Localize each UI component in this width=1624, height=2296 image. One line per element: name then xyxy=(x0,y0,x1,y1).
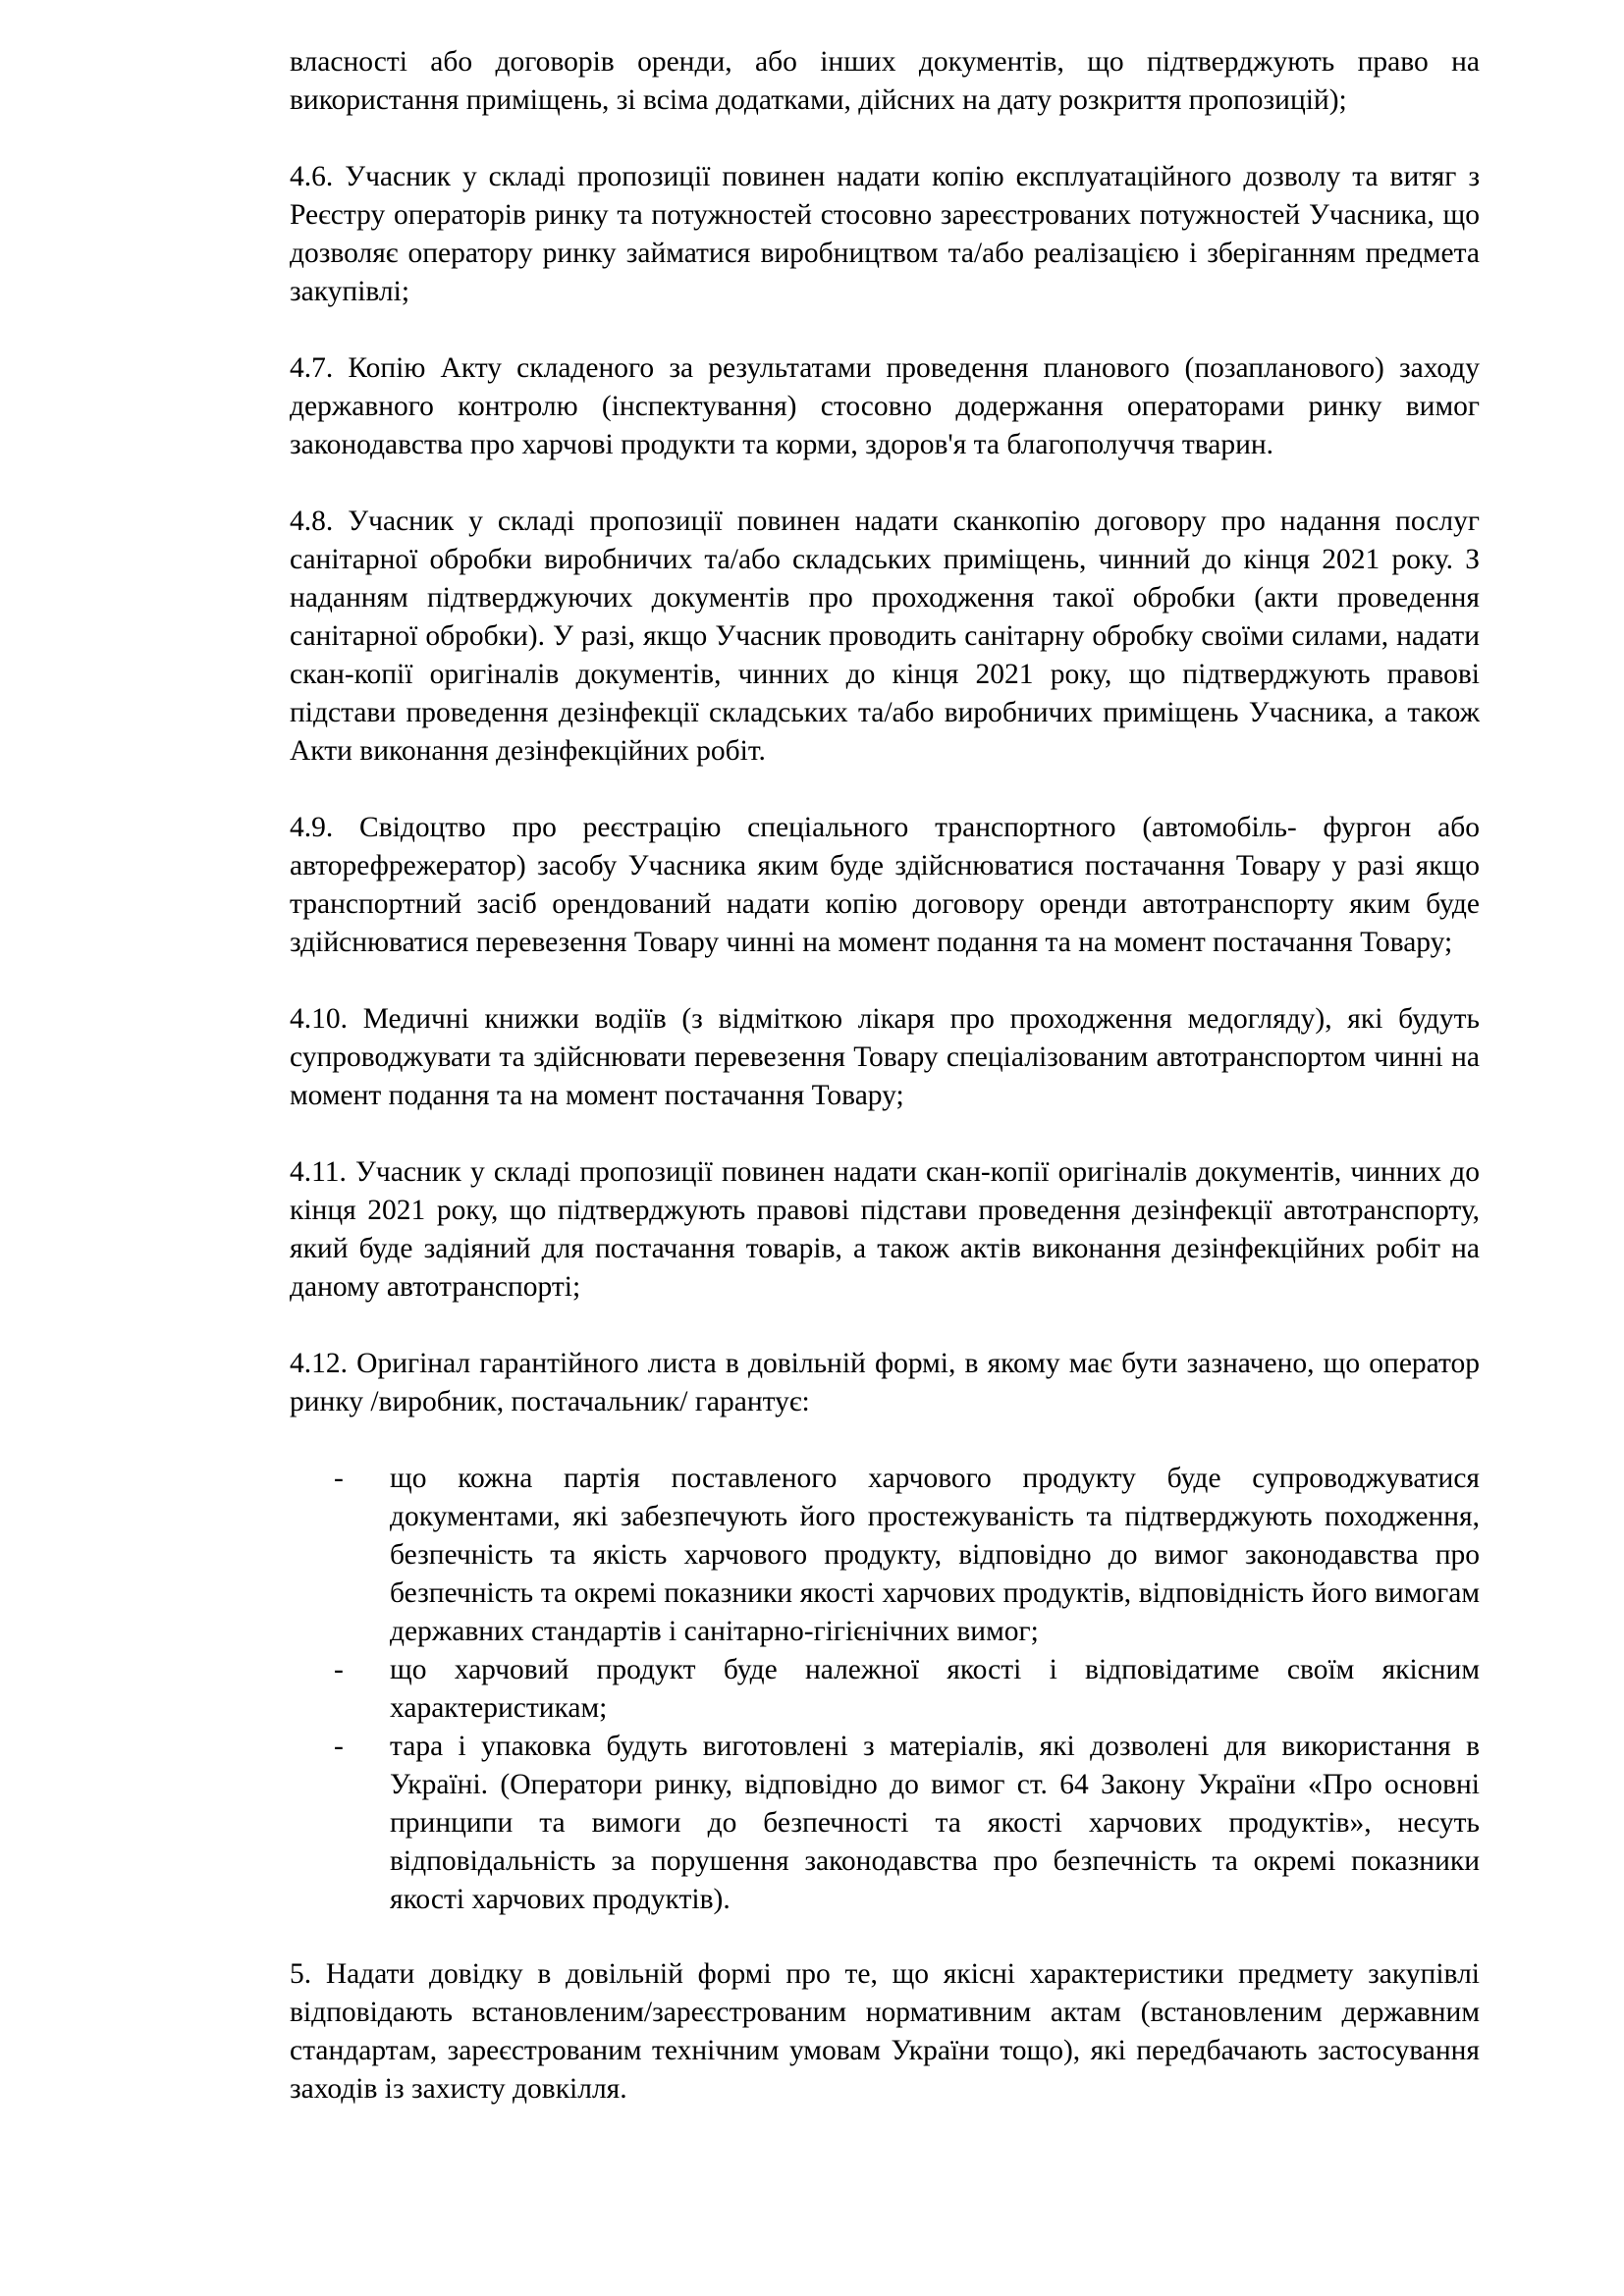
document-page xyxy=(290,43,1480,2147)
paragraph-4-12: 4.12. Оригінал гарантійного листа в довільній формі, в якому має бути зазначено, що оператор ринку /виробник, постачальник/ гарантує: xyxy=(290,1348,1480,1417)
paragraph-continuation: власності або договорів оренди, або інших документів, що підтверджують право на використання приміщень, зі всіма додатками, дійсних на дату розкриття пропозицій); xyxy=(290,46,1480,116)
list-dash: - xyxy=(334,1463,344,1494)
list-item-text: що харчовий продукт буде належної якості і відповідатиме своїм якісним характеристикам; xyxy=(390,1654,1480,1724)
list-dash: - xyxy=(334,1654,344,1685)
list-item-text: тара і упаковка будуть виготовлені з матеріалів, які дозволені для використання в Україні. (Оператори ринку, відповідно до вимог ст. 64 Закону України «Про основні принципи та вимоги до безпечності та якості харчових продуктів», несуть відповідальність за порушення законодавства про безпечність та окремі показники якості харчових продуктів). xyxy=(390,1731,1480,1915)
paragraph-4-11: 4.11. Учасник у складі пропозиції повинен надати скан-копії оригіналів документів, чинних до кінця 2021 року, що підтверджують правові підстави проведення дезінфекції автотранспорту, який буде задіяний для постачання товарів, а також актів виконання дезінфекційних робіт на даному автотранспорті; xyxy=(290,1156,1480,1303)
list-item xyxy=(334,1728,1480,1919)
list-dash: - xyxy=(334,1731,344,1762)
paragraph-4-6: 4.6. Учасник у складі пропозиції повинен надати копію експлуатаційного дозволу та витяг з Реєстру операторів ринку та потужностей стосовно зареєстрованих потужностей Учасника, що дозволяє оператору ринку займатися виробництвом та/або реалізацією і зберіганням предмета закупівлі; xyxy=(290,161,1480,307)
paragraph-4-8: 4.8. Учасник у складі пропозиції повинен надати сканкопію договору про надання послуг санітарної обробки виробничих та/або складських приміщень, чинний до кінця 2021 року. З наданням підтверджуючих документів про проходження такої обробки (акти проведення санітарної обробки). У разі, якщо Учасник проводить санітарну обробку своїми силами, надати скан-копії оригіналів документів, чинних до кінця 2021 року, що підтверджують правові підстави проведення дезінфекції складських та/або виробничих приміщень Учасника, а також Акти виконання дезінфекційних робіт. xyxy=(290,506,1480,767)
list-item-text: що кожна партія поставленого харчового продукту буде супроводжуватися документами, які забезпечують його простежуваність та підтверджують походження, безпечність та якість харчового продукту, відповідно до вимог законодавства про безпечність та окремі показники якості харчових продуктів, відповідність його вимогам державних стандартів і санітарно-гігієнічних вимог; xyxy=(390,1463,1480,1647)
list-item xyxy=(334,1651,1480,1728)
guarantee-list xyxy=(290,1460,1480,1919)
paragraph-4-7: 4.7. Копію Акту складеного за результатами проведення планового (позапланового) заходу державного контролю (інспектування) стосовно додержання операторами ринку вимог законодавства про харчові продукти та корми, здоров'я та благополуччя тварин. xyxy=(290,352,1480,460)
paragraph-5: 5. Надати довідку в довільній формі про те, що якісні характеристики предмету закупівлі відповідають встановленим/зареєстрованим нормативним актам (встановленим державним стандартам, зареєстрованим технічним умовам України тощо), які передбачають застосування заходів із захисту довкілля. xyxy=(290,1958,1480,2105)
paragraph-4-9: 4.9. Свідоцтво про реєстрацію спеціального транспортного (автомобіль- фургон або авторефрежератор) засобу Учасника яким буде здійснюватися постачання Товару у разі якщо транспортний засіб орендований надати копію договору оренди автотранспорту яким буде здійснюватися перевезення Товару чинні на момент подання та на момент постачання Товару; xyxy=(290,812,1480,958)
list-item xyxy=(334,1460,1480,1651)
paragraph-4-10: 4.10. Медичні книжки водіїв (з відміткою лікаря про проходження медогляду), які будуть супроводжувати та здійснювати перевезення Товару спеціалізованим автотранспортом чинні на момент подання та на момент постачання Товару; xyxy=(290,1003,1480,1111)
